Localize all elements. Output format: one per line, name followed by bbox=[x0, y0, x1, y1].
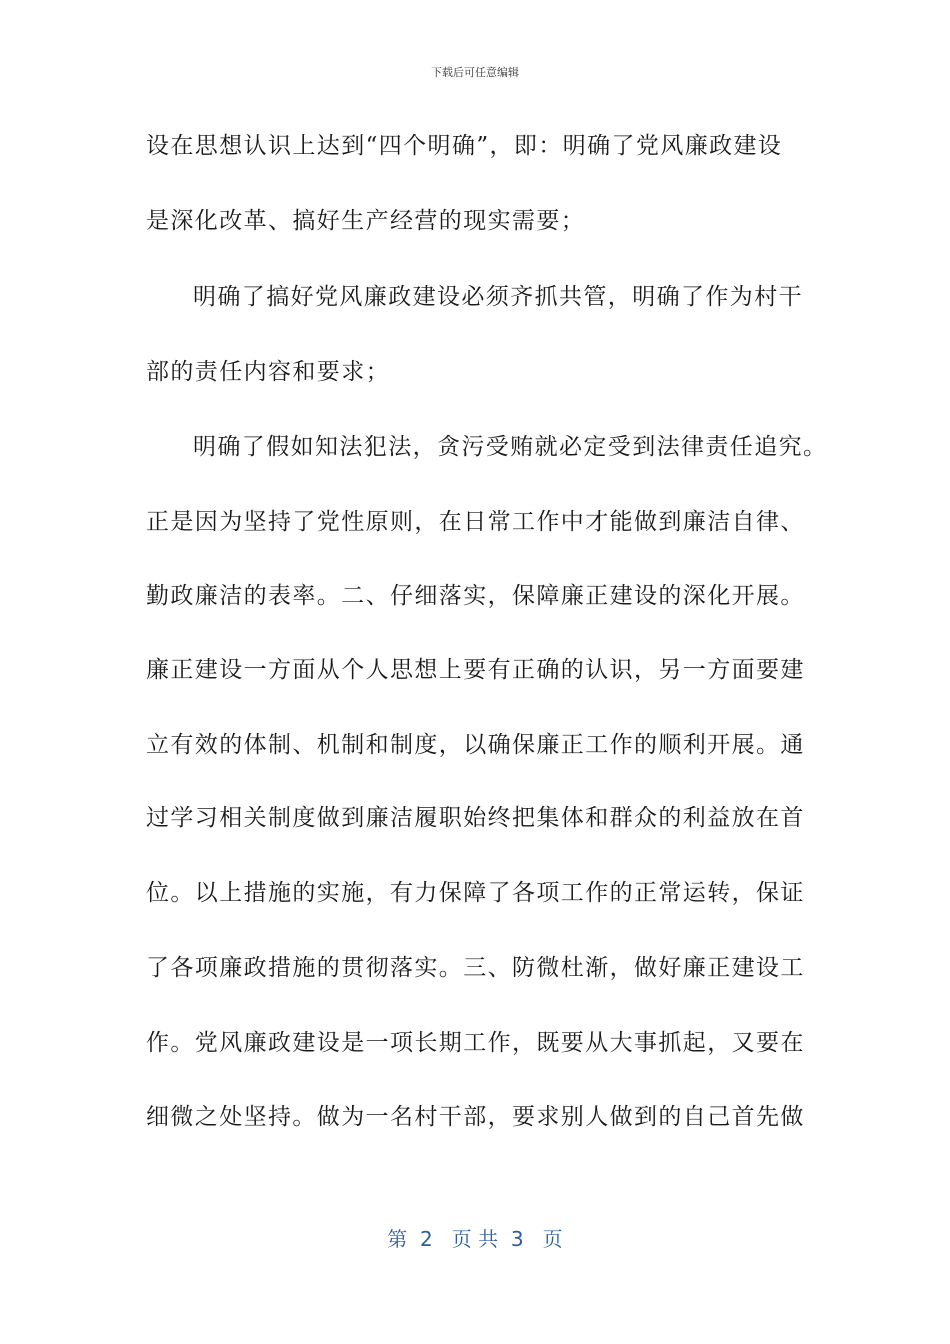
text-line: 作。党风廉政建设是一项长期工作，既要从大事抓起，又要在 bbox=[146, 1030, 805, 1056]
text-line: 细微之处坚持。做为一名村干部，要求别人做到的自己首先做 bbox=[146, 1104, 805, 1130]
text-line: 明确了搞好党风廉政建设必须齐抓共管，明确了作为村干 bbox=[193, 284, 803, 310]
page-header-note: 下载后可任意编辑 bbox=[431, 66, 519, 79]
text-line: 设在思想认识上达到“四个明确”，即：明确了党风廉政建设 bbox=[146, 133, 783, 159]
text-line: 勤政廉洁的表率。二、仔细落实，保障廉正建设的深化开展。 bbox=[146, 583, 805, 609]
text-line: 了各项廉政措施的贯彻落实。三、防微杜渐，做好廉正建设工 bbox=[146, 955, 805, 981]
text-line: 部的责任内容和要求； bbox=[146, 359, 390, 385]
text-line: 过学习相关制度做到廉洁履职始终把集体和群众的利益放在首 bbox=[146, 805, 805, 831]
text-line: 正是因为坚持了党性原则，在日常工作中才能做到廉洁自律、 bbox=[146, 509, 805, 535]
text-line: 立有效的体制、机制和制度，以确保廉正工作的顺利开展。通 bbox=[146, 732, 805, 758]
text-line: 明确了假如知法犯法，贪污受贿就必定受到法律责任追究。 bbox=[193, 434, 828, 460]
text-line: 位。以上措施的实施，有力保障了各项工作的正常运转，保证 bbox=[146, 880, 805, 906]
page-number-footer: 第 2 页 共 3 页 bbox=[387, 1227, 563, 1251]
text-line: 是深化改革、搞好生产经营的现实需要； bbox=[146, 208, 586, 234]
text-line: 廉正建设一方面从个人思想上要有正确的认识，另一方面要建 bbox=[146, 657, 805, 683]
